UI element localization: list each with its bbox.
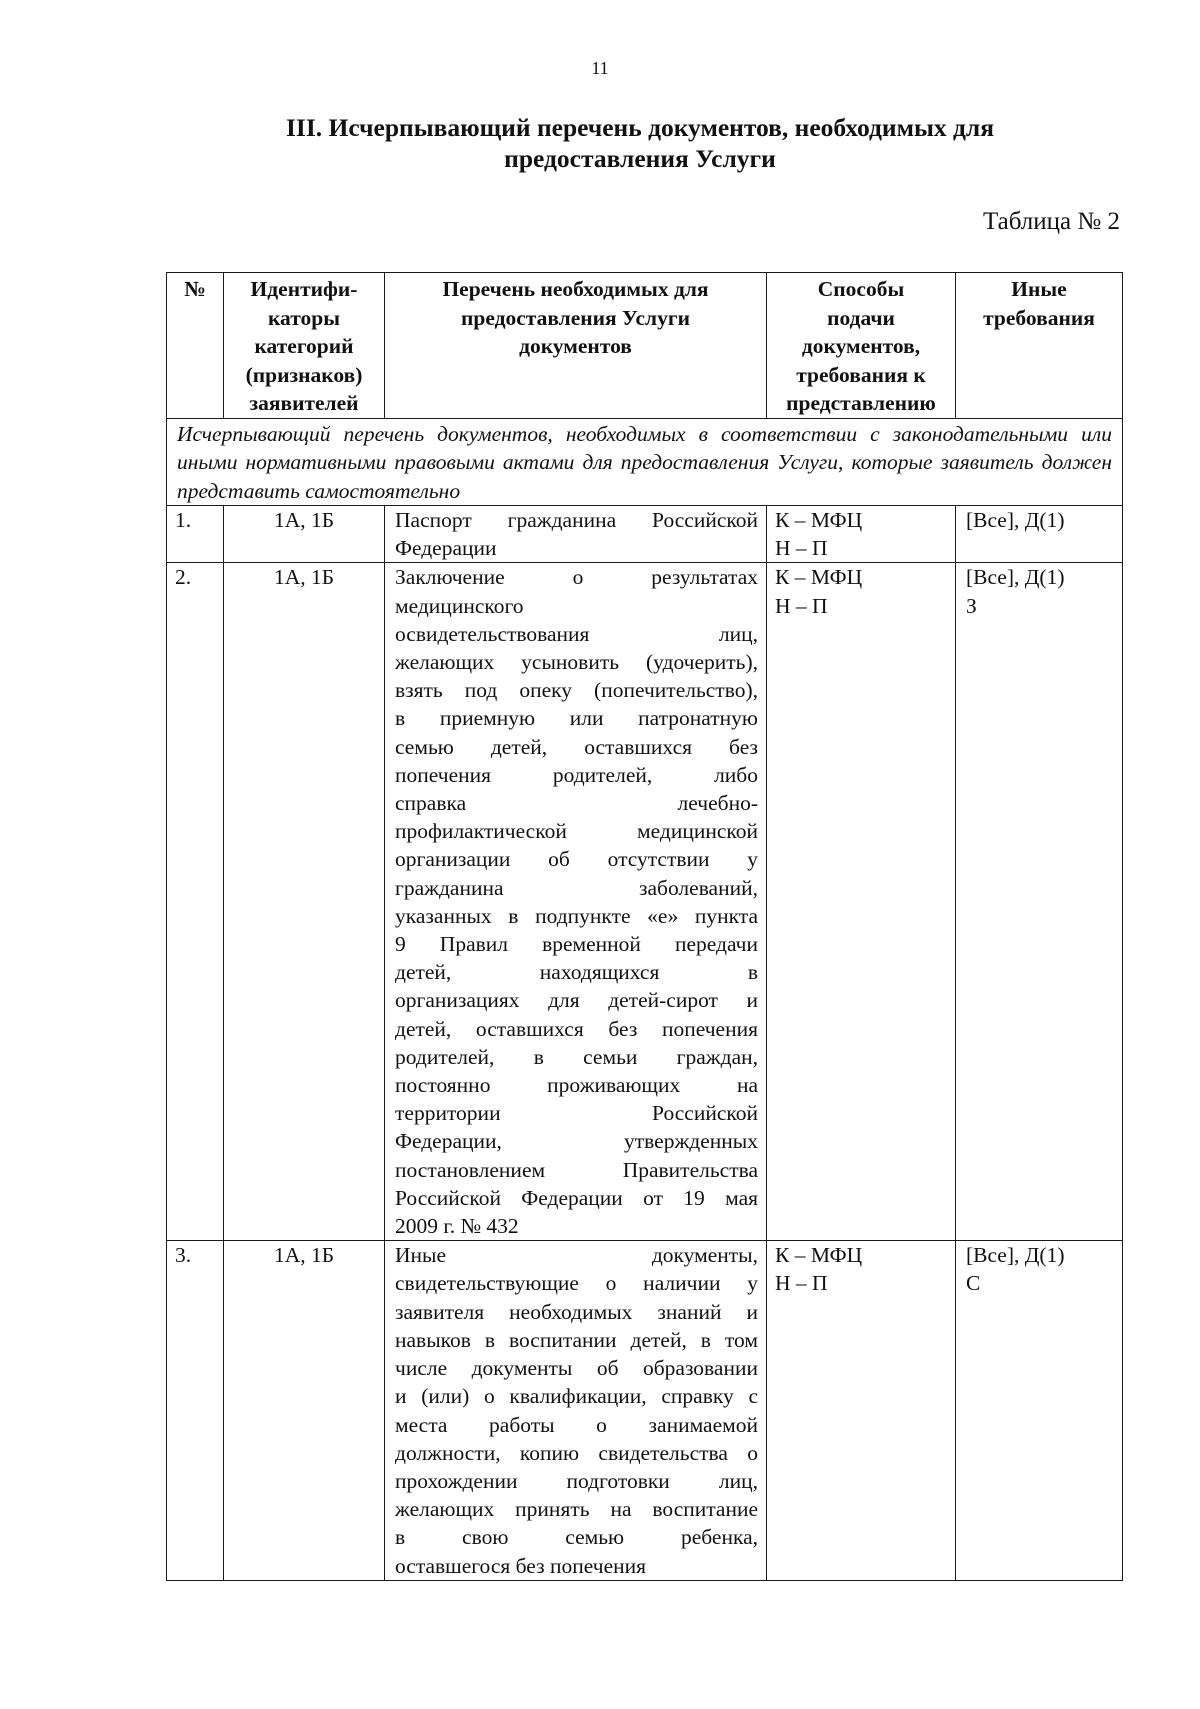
text-line: К – МФЦ bbox=[775, 1243, 863, 1268]
text-line: постоянно проживающих на bbox=[395, 1073, 758, 1098]
row-applicant-identifiers: 1А, 1Б bbox=[224, 1241, 385, 1580]
text-line: гражданина заболеваний, bbox=[395, 875, 758, 900]
text-line: детей, находящихся в bbox=[395, 960, 758, 985]
text-line: свидетельствующие о наличии у bbox=[395, 1271, 758, 1296]
row-document-name bbox=[385, 1241, 767, 1580]
text-line: Заключение о результатах bbox=[395, 565, 758, 590]
text-line: попечения родителей, либо bbox=[395, 762, 758, 787]
text-line: медицинского bbox=[395, 593, 524, 618]
text-line: Способы bbox=[817, 277, 905, 301]
row-document-name bbox=[385, 506, 767, 563]
text-line: семью детей, оставшихся без bbox=[395, 734, 758, 759]
text-line: требования к bbox=[796, 362, 926, 387]
row-other-requirements bbox=[956, 563, 1123, 1241]
row-submission-methods bbox=[767, 563, 956, 1241]
text-line: числе документы об образовании bbox=[395, 1356, 758, 1381]
table-row bbox=[167, 1241, 1123, 1580]
text-line: Н – П bbox=[775, 1271, 828, 1296]
text-line: постановлением Правительства bbox=[395, 1157, 758, 1182]
section-heading-line-2: предоставления Услуги bbox=[504, 144, 776, 173]
text-line: Российской Федерации от 19 мая bbox=[395, 1185, 758, 1210]
text-line: Н – П bbox=[775, 536, 828, 561]
table-subheading-row bbox=[167, 418, 1123, 506]
text-line: С bbox=[966, 1271, 981, 1296]
section-heading bbox=[160, 112, 1120, 174]
text-line: желающих усыновить (удочерить), bbox=[395, 650, 758, 675]
text-line: в свою семью ребенка, bbox=[395, 1525, 758, 1550]
table-row bbox=[167, 563, 1123, 1241]
text-line: [Все], Д(1) bbox=[966, 1243, 1065, 1268]
text-line: территории Российской bbox=[395, 1101, 758, 1126]
row-applicant-identifiers: 1А, 1Б bbox=[224, 506, 385, 563]
text-line: справка лечебно- bbox=[395, 791, 758, 816]
text-line: Федерации, утвержденных bbox=[395, 1129, 758, 1154]
text-line: подачи bbox=[827, 305, 895, 330]
row-submission-methods bbox=[767, 506, 956, 563]
text-line: организации об отсутствии у bbox=[395, 847, 758, 872]
text-line: в приемную или патронатную bbox=[395, 706, 758, 731]
text-line: 9 Правил временной передачи bbox=[395, 932, 758, 957]
text-line: указанных в подпункте «е» пункта bbox=[395, 903, 758, 928]
text-line: каторы bbox=[267, 305, 341, 330]
text-line: З bbox=[966, 593, 977, 618]
text-line: места работы о занимаемой bbox=[395, 1412, 758, 1437]
text-line: документов bbox=[519, 334, 632, 358]
table-caption: Таблица № 2 bbox=[982, 208, 1120, 235]
text-line: навыков в воспитании детей, в том bbox=[395, 1327, 758, 1352]
text-line: родителей, в семьи граждан, bbox=[395, 1044, 758, 1069]
text-line: Н – П bbox=[775, 593, 828, 618]
text-line: и (или) о квалификации, справку с bbox=[395, 1384, 758, 1409]
row-document-name bbox=[385, 563, 767, 1241]
text-line: требования bbox=[983, 305, 1095, 330]
column-header-submission-methods bbox=[767, 273, 956, 419]
text-line: должности, копию свидетельства о bbox=[395, 1440, 758, 1465]
text-line: Перечень необходимых для bbox=[442, 277, 709, 301]
text-line: категорий bbox=[254, 334, 354, 358]
text-line: организациях для детей-сирот и bbox=[395, 988, 758, 1013]
text-line: [Все], Д(1) bbox=[966, 508, 1065, 532]
text-line: желающих принять на воспитание bbox=[395, 1497, 758, 1522]
text-line: взять под опеку (попечительство), bbox=[395, 678, 758, 703]
table-header-row bbox=[167, 273, 1123, 419]
text-line: профилактической медицинской bbox=[395, 819, 758, 844]
text-line: Идентифи- bbox=[250, 277, 358, 301]
text-line: [Все], Д(1) bbox=[966, 565, 1065, 590]
row-other-requirements bbox=[956, 1241, 1123, 1580]
text-line: оставшегося без попечения bbox=[395, 1553, 647, 1578]
row-applicant-identifiers: 1А, 1Б bbox=[224, 563, 385, 1241]
text-line: Паспорт гражданина Российской bbox=[395, 508, 758, 532]
column-header-other-requirements bbox=[956, 273, 1123, 419]
text-line: детей, оставшихся без попечения bbox=[395, 1016, 758, 1041]
text-line: прохождении подготовки лиц, bbox=[395, 1468, 758, 1493]
text-line: представлению bbox=[786, 391, 936, 415]
documents-table bbox=[166, 272, 1123, 1581]
text-line: № bbox=[184, 277, 206, 301]
text-line: освидетельствования лиц, bbox=[395, 621, 758, 646]
row-other-requirements bbox=[956, 506, 1123, 563]
column-header-identifiers bbox=[224, 273, 385, 419]
column-header-documents bbox=[385, 273, 767, 419]
table-row bbox=[167, 506, 1123, 563]
text-line: (признаков) bbox=[245, 362, 363, 387]
text-line: документов, bbox=[801, 334, 921, 358]
column-header-number bbox=[167, 273, 224, 419]
text-line: К – МФЦ bbox=[775, 508, 863, 532]
row-submission-methods bbox=[767, 1241, 956, 1580]
text-line: предоставления Услуги bbox=[460, 305, 691, 330]
row-number: 3. bbox=[167, 1241, 224, 1580]
text-line: Иные bbox=[1011, 277, 1067, 301]
text-line: Федерации bbox=[395, 536, 497, 561]
text-line: заявителей bbox=[249, 391, 359, 415]
text-line: Иные документы, bbox=[395, 1243, 758, 1268]
text-line: заявителя необходимых знаний и bbox=[395, 1299, 758, 1324]
row-number: 1. bbox=[167, 506, 224, 563]
text-line: 2009 г. № 432 bbox=[395, 1214, 519, 1239]
section-heading-line-1: III. Исчерпывающий перечень документов, необходимых для bbox=[286, 113, 994, 142]
page-number: 11 bbox=[591, 58, 609, 78]
row-number: 2. bbox=[167, 563, 224, 1241]
text-line: К – МФЦ bbox=[775, 565, 863, 590]
table-subheading: Исчерпывающий перечень документов, необходимых в соответствии с законодательными или иными нормативными правовыми актами для предоставления Услуги, которые заявитель должен представить самостоятельно bbox=[167, 418, 1123, 506]
